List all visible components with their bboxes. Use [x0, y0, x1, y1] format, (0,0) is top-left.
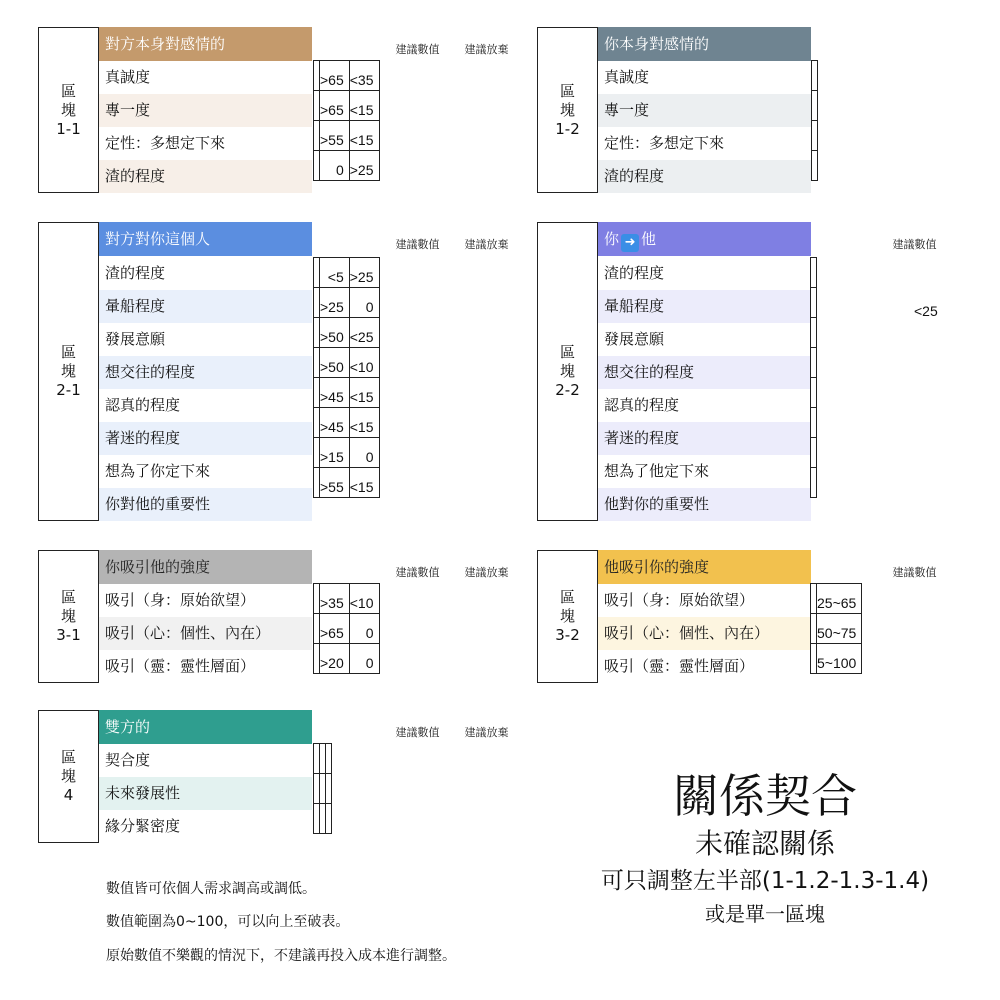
abandon-value: >25 — [349, 151, 379, 181]
suggest-value: >20 — [320, 644, 350, 674]
input-cell[interactable] — [811, 438, 817, 468]
suggest-value: >45 — [320, 408, 350, 438]
row-label: 吸引（身：原始欲望） — [105, 591, 256, 609]
side-suggest-value: <25 — [914, 303, 938, 319]
input-cell[interactable] — [811, 258, 817, 288]
value-grid — [811, 60, 818, 181]
abandon-cell[interactable] — [326, 774, 332, 804]
block-label — [537, 222, 598, 521]
label-num: 1-1 — [56, 119, 81, 138]
row-label: 定性：多想定下來 — [105, 134, 226, 152]
label-char: 區 — [60, 588, 76, 606]
title-you: 你 — [604, 230, 620, 248]
suggest-value: 0 — [320, 151, 350, 181]
abandon-value: <10 — [349, 348, 379, 378]
row-label: 著迷的程度 — [598, 422, 811, 455]
suggest-value: >65 — [320, 614, 350, 644]
single-block-note: 或是單一區塊 — [705, 902, 825, 926]
suggest-value: >50 — [320, 318, 350, 348]
block-title — [598, 222, 811, 256]
row-label: 著迷的程度 — [99, 422, 312, 455]
block-label — [38, 550, 99, 683]
suggest-value: >55 — [320, 468, 350, 498]
input-cell[interactable] — [812, 61, 818, 91]
suggest-value: >15 — [320, 438, 350, 468]
value-grid — [313, 583, 380, 674]
suggest-value: 5~100 — [817, 644, 862, 674]
abandon-value: <15 — [349, 121, 379, 151]
label-char: 塊 — [60, 607, 76, 625]
row-label: 緣分緊密度 — [105, 817, 181, 835]
abandon-value: <15 — [349, 378, 379, 408]
row-label: 吸引（心：個性、內在） — [598, 617, 811, 650]
col-header-abandon: 建議放棄 — [464, 566, 509, 579]
row-label: 認真的程度 — [604, 396, 680, 414]
row-label: 渣的程度 — [105, 264, 166, 282]
abandon-cell[interactable] — [326, 804, 332, 834]
label-char: 區 — [559, 588, 575, 606]
input-cell[interactable] — [812, 151, 818, 181]
suggest-value: >45 — [320, 378, 350, 408]
note-line: 數值範圍為0~100，可以向上至破表。 — [106, 914, 350, 930]
row-label: 發展意願 — [105, 330, 166, 348]
label-char: 塊 — [559, 100, 575, 119]
suggest-value: >65 — [320, 91, 350, 121]
row-label: 渣的程度 — [598, 160, 811, 193]
col-header-suggest: 建議數值 — [395, 566, 440, 579]
input-cell[interactable] — [811, 378, 817, 408]
suggest-value: 25~65 — [817, 584, 862, 614]
row-label: 定性：多想定下來 — [604, 134, 725, 152]
block-title: 雙方的 — [99, 710, 312, 744]
label-num: 3-1 — [56, 626, 81, 644]
input-cell[interactable] — [811, 468, 817, 498]
row-label: 吸引（靈：靈性層面） — [105, 657, 256, 675]
abandon-value: >25 — [349, 258, 379, 288]
label-num: 1-2 — [555, 119, 580, 138]
row-label: 吸引（身：原始欲望） — [604, 591, 755, 609]
row-label: 想為了他定下來 — [604, 462, 710, 480]
sub-title: 未確認關係 — [694, 827, 835, 860]
value-grid — [810, 583, 862, 674]
col-header-suggest: 建議數值 — [892, 238, 937, 251]
note-line: 原始數值不樂觀的情況下，不建議再投入成本進行調整。 — [106, 948, 456, 964]
row-label: 想交往的程度 — [99, 356, 312, 389]
col-header-abandon: 建議放棄 — [464, 43, 509, 56]
row-label: 想交往的程度 — [598, 356, 811, 389]
label-num: 3-2 — [555, 626, 580, 644]
suggest-value: >50 — [320, 348, 350, 378]
main-title: 關係契合 — [673, 769, 857, 823]
block-title: 對方對你這個人 — [99, 222, 312, 256]
label-num: 2-2 — [555, 381, 580, 399]
note-line: 數值皆可依個人需求調高或調低。 — [106, 881, 316, 897]
row-label: 渣的程度 — [604, 264, 665, 282]
suggest-value: >55 — [320, 121, 350, 151]
abandon-value: 0 — [349, 288, 379, 318]
abandon-value: <35 — [349, 61, 379, 91]
label-char: 區 — [60, 748, 76, 766]
abandon-value: <15 — [349, 91, 379, 121]
block-title: 你吸引他的強度 — [99, 550, 312, 584]
label-char: 區 — [60, 81, 76, 100]
row-label: 真誠度 — [105, 68, 151, 86]
row-label: 暈船程度 — [99, 290, 312, 323]
suggest-value: <5 — [320, 258, 350, 288]
row-label: 他對你的重要性 — [598, 488, 811, 521]
row-label: 吸引（靈：靈性層面） — [604, 657, 755, 675]
row-label: 真誠度 — [604, 68, 650, 86]
row-label: 想為了你定下來 — [105, 462, 211, 480]
value-grid — [313, 257, 380, 498]
row-label: 契合度 — [105, 751, 151, 769]
block-title: 對方本身對感情的 — [99, 27, 312, 61]
abandon-value: <15 — [349, 468, 379, 498]
abandon-value: 0 — [349, 614, 379, 644]
col-header-suggest: 建議數值 — [892, 566, 937, 579]
row-label: 發展意願 — [604, 330, 665, 348]
input-cell[interactable] — [812, 121, 818, 151]
input-cell[interactable] — [811, 408, 817, 438]
label-char: 區 — [60, 343, 76, 361]
row-label: 認真的程度 — [105, 396, 181, 414]
abandon-cell[interactable] — [326, 744, 332, 774]
arrow-right-icon: ➜ — [621, 234, 639, 252]
block-label — [537, 550, 598, 683]
abandon-value: 0 — [349, 438, 379, 468]
row-label: 渣的程度 — [99, 160, 312, 193]
label-char: 塊 — [60, 362, 76, 380]
col-header-suggest: 建議數值 — [395, 43, 440, 56]
block-label — [38, 222, 99, 521]
suggest-value: >65 — [320, 61, 350, 91]
label-num: 2-1 — [56, 381, 81, 399]
abandon-value: 0 — [349, 644, 379, 674]
block-title: 他吸引你的強度 — [598, 550, 811, 584]
block-label — [537, 27, 598, 193]
row-label: 專一度 — [598, 94, 811, 127]
label-char: 區 — [559, 81, 575, 100]
value-grid — [313, 60, 380, 181]
abandon-value: <15 — [349, 408, 379, 438]
col-header-suggest: 建議數值 — [395, 238, 440, 251]
block-label — [38, 27, 99, 193]
row-label: 暈船程度 — [598, 290, 811, 323]
input-cell[interactable] — [811, 318, 817, 348]
suggest-value: >35 — [320, 584, 350, 614]
suggest-value: >25 — [320, 288, 350, 318]
col-header-abandon: 建議放棄 — [464, 238, 509, 251]
suggest-value: 50~75 — [817, 614, 862, 644]
input-cell[interactable] — [811, 348, 817, 378]
col-header-suggest: 建議數值 — [395, 726, 440, 739]
input-cell[interactable] — [812, 91, 818, 121]
label-char: 區 — [559, 343, 575, 361]
title-him: 他 — [641, 230, 657, 248]
label-char: 塊 — [60, 100, 76, 119]
label-char: 塊 — [559, 362, 575, 380]
value-grid — [810, 257, 817, 498]
abandon-value: <10 — [349, 584, 379, 614]
row-label: 專一度 — [99, 94, 312, 127]
label-char: 塊 — [60, 767, 76, 785]
label-num: 4 — [63, 786, 74, 804]
input-cell[interactable] — [811, 288, 817, 318]
block-label — [38, 710, 99, 843]
label-char: 塊 — [559, 607, 575, 625]
adjust-note: 可只調整左半部(1-1.2-1.3-1.4) — [600, 868, 930, 894]
row-label: 你對他的重要性 — [99, 488, 312, 521]
block-title: 你本身對感情的 — [598, 27, 811, 61]
abandon-value: <25 — [349, 318, 379, 348]
row-label: 未來發展性 — [99, 777, 312, 810]
value-grid — [313, 743, 332, 834]
col-header-abandon: 建議放棄 — [464, 726, 509, 739]
row-label: 吸引（心：個性、內在） — [99, 617, 312, 650]
